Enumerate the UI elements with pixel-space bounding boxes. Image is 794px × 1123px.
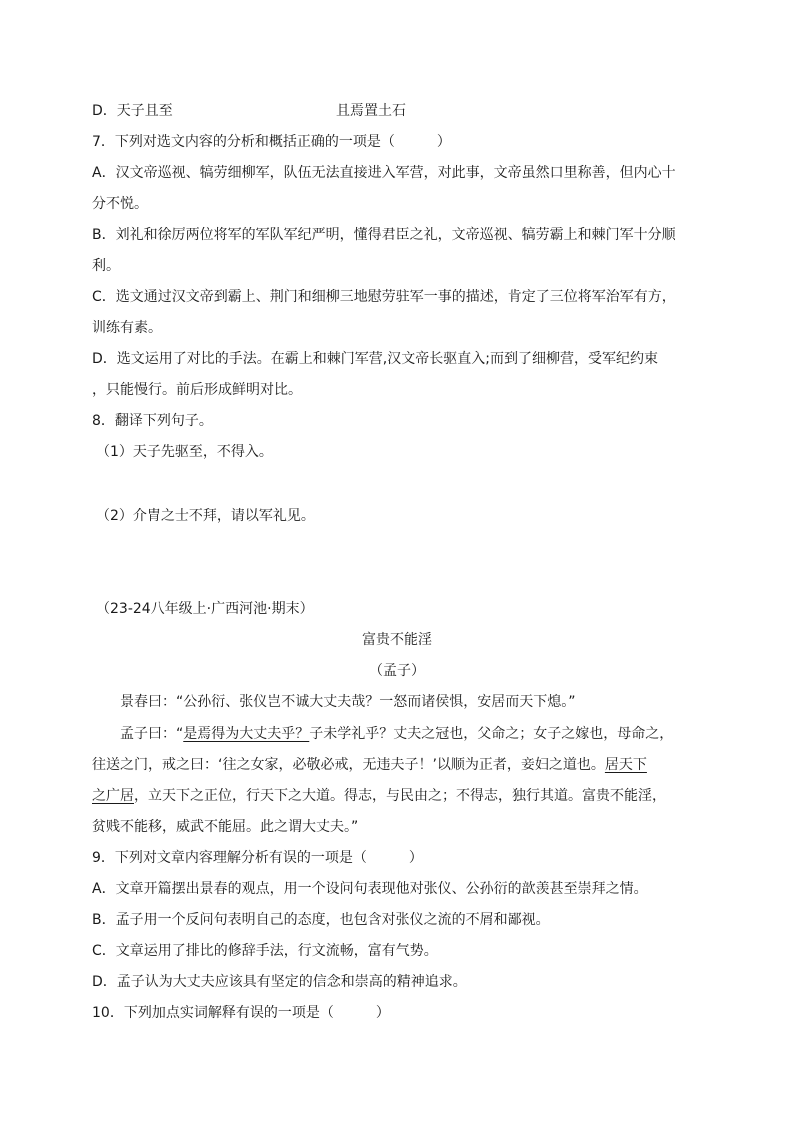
p2-underlined-question: 是焉得为大丈夫乎？ [183, 726, 310, 742]
p2-line3-underlined: 之广居 [92, 788, 134, 804]
q9-stem: 9．下列对文章内容理解分析有误的一项是（ ） [92, 850, 423, 866]
q7-option-a-line2: 分不悦。 [92, 196, 148, 212]
q7-option-d-line2: ，只能慢行。前后形成鲜明对比。 [92, 382, 302, 398]
q7-option-c-line2: 训练有素。 [92, 320, 162, 336]
passage-source: （23-24八年级上·广西河池·期末） [96, 601, 314, 617]
q7-option-d-line1: D．选文运用了对比的手法。在霸上和棘门军营,汉文帝长驱直入;而到了细柳营，受军纪约束 [92, 351, 658, 367]
p2-rest: 子未学礼乎？丈夫之冠也，父命之；女子之嫁也，母命之， [309, 726, 674, 742]
passage-paragraph-2-line3 [92, 786, 666, 806]
p2-line3-text: ，立天下之正位，行天下之大道。得志，与民由之；不得志，独行其道。富贵不能淫， [134, 788, 666, 804]
p2-line2-underlined: 居天下 [604, 757, 647, 773]
q6-option-d [92, 101, 173, 121]
q9-option-b: B．孟子用一个反问句表明自己的态度，也包含对张仪之流的不屑和鄙视。 [92, 912, 550, 928]
p2-prefix: 孟子曰：“ [120, 726, 184, 742]
q7-option-b-line2: 利。 [92, 258, 120, 274]
passage-paragraph-2-line2 [92, 755, 647, 775]
q7-option-a-line1: A．汉文帝巡视、犒劳细柳军，队伍无法直接进入军营，对此事，文帝虽然口里称善，但内心十 [92, 165, 676, 181]
q7-option-b-line1: B．刘礼和徐厉两位将军的军队军纪严明，懂得君臣之礼，文帝巡视、犒劳霸上和棘门军十分顺 [92, 227, 676, 243]
passage-paragraph-2-line4: 贫贱不能移，威武不能屈。此之谓大丈夫。” [92, 819, 359, 835]
q6-option-d-left: D．天子且至 [92, 103, 173, 119]
q9-option-a: A．文章开篇摆出景春的观点，用一个设问句表现他对张仪、公孙衍的歆羡甚至崇拜之情。 [92, 881, 648, 897]
passage-paragraph-2-line1 [120, 724, 673, 744]
p2-line2-text: 往送之门，戒之曰：‘往之女家，必敬必戒，无违夫子！’以顺为正者，妾妇之道也。 [92, 757, 605, 773]
passage-author: （孟子） [369, 663, 425, 679]
q9-option-c: C．文章运用了排比的修辞手法，行文流畅，富有气势。 [92, 943, 438, 959]
passage-title: 富贵不能淫 [362, 632, 432, 648]
q8-stem: 8．翻译下列句子。 [92, 413, 213, 429]
q7-option-c-line1: C．选文通过汉文帝到霸上、荆门和细柳三地慰劳驻军一事的描述，肯定了三位将军治军有方， [92, 289, 676, 305]
q6-option-d-right: 且焉置土石 [336, 103, 406, 119]
q10-stem: 10．下列加点实词解释有误的一项是（ ） [92, 1005, 390, 1021]
q8-sentence-2: （2）介胄之士不拜，请以军礼见。 [96, 508, 315, 524]
q9-option-d: D．孟子认为大丈夫应该具有坚定的信念和崇高的精神追求。 [92, 974, 467, 990]
q8-sentence-1: （1）天子先驱至，不得入。 [96, 444, 273, 460]
q7-stem: 7．下列对选文内容的分析和概括正确的一项是（ ） [92, 134, 451, 150]
passage-paragraph-1: 景春曰：“公孙衍、张仪岂不诚大丈夫哉？一怒而诸侯惧，安居而天下熄。” [120, 694, 576, 710]
